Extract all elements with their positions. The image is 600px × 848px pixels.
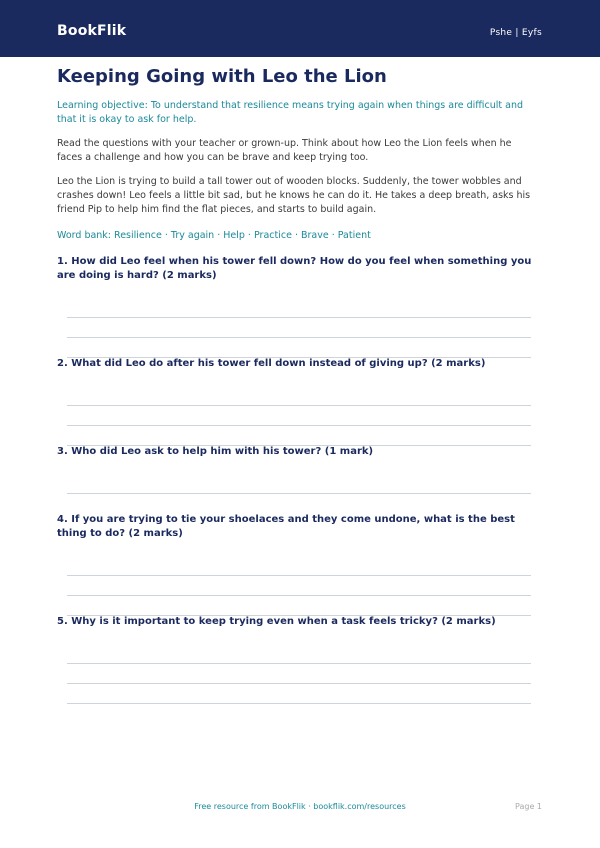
learning-objective: Learning objective: To understand that resilience means trying again when things are difficult and that it is okay to ask for help. xyxy=(57,100,523,125)
question-2: 2. What did Leo do after his tower fell down instead of giving up? (2 marks) xyxy=(57,358,486,369)
page-number: Page 1 xyxy=(515,802,542,811)
worksheet-title: Keeping Going with Leo the Lion xyxy=(57,66,387,87)
answer-line[interactable] xyxy=(67,663,531,664)
answer-line[interactable] xyxy=(67,405,531,406)
page-header xyxy=(0,0,600,57)
answer-line[interactable] xyxy=(67,703,531,704)
answer-line[interactable] xyxy=(67,317,531,318)
answer-line[interactable] xyxy=(67,595,531,596)
word-bank: Word bank: Resilience · Try again · Help · Practice · Brave · Patient xyxy=(57,230,371,241)
subject-label: Pshe | Eyfs xyxy=(489,28,542,38)
question-4: 4. If you are trying to tie your shoelaces and they come undone, what is the best thing to do? (2 marks) xyxy=(57,514,515,539)
question-5: 5. Why is it important to keep trying even when a task feels tricky? (2 marks) xyxy=(57,616,496,627)
story-text: Leo the Lion is trying to build a tall tower out of wooden blocks. Suddenly, the tower wobbles and crashes down! Leo feels a little bit sad, but he knows he can do it. He takes a deep breath, asks his friend Pip to help him find the flat pieces, and starts to build again. xyxy=(57,176,531,215)
answer-line[interactable] xyxy=(67,493,531,494)
footer-resource-link[interactable]: Free resource from BookFlik · bookflik.com/resources xyxy=(194,802,406,811)
answer-line[interactable] xyxy=(67,683,531,684)
brand-logo-text: BookFlik xyxy=(57,23,127,39)
answer-line[interactable] xyxy=(67,425,531,426)
instructions-text: Read the questions with your teacher or grown-up. Think about how Leo the Lion feels when he faces a challenge and how you can be brave and keep trying too. xyxy=(57,138,512,163)
answer-line[interactable] xyxy=(67,575,531,576)
answer-line[interactable] xyxy=(67,337,531,338)
worksheet-intro xyxy=(57,65,533,243)
question-1: 1. How did Leo feel when his tower fell down? How do you feel when something you are doing is hard? (2 marks) xyxy=(57,256,532,281)
question-3: 3. Who did Leo ask to help him with his tower? (1 mark) xyxy=(57,446,374,457)
